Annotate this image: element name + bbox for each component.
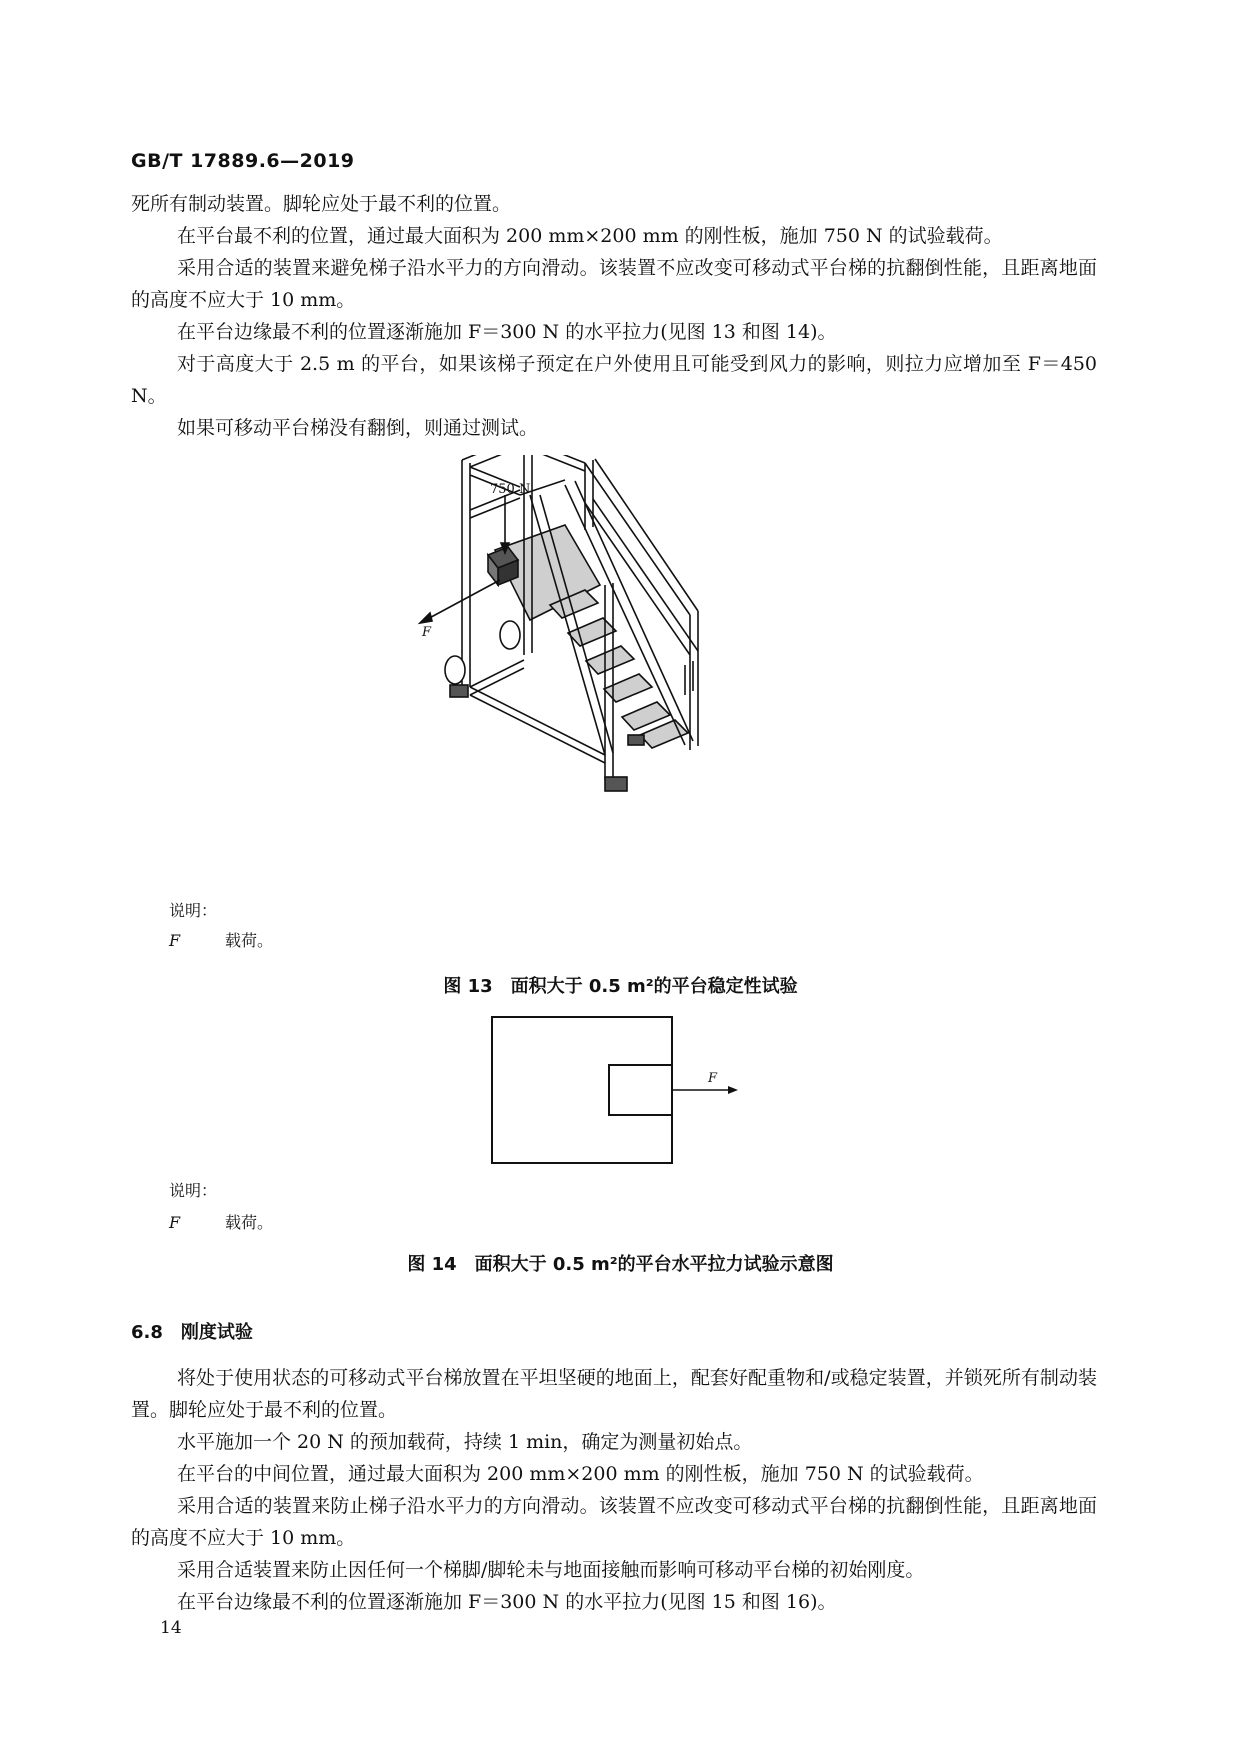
paragraph: 在平台边缘最不利的位置逐渐施加 F＝300 N 的水平拉力(见图 13 和图 14)。 bbox=[177, 321, 837, 343]
force-label: F bbox=[422, 625, 432, 640]
paragraph: 采用合适的装置来防止梯子沿水平力的方向滑动。该装置不应改变可移动式平台梯的抗翻倒性能，且距离地面的高度不应大于 10 mm。 bbox=[131, 1495, 1097, 1549]
standard-code: GB/T 17889.6—2019 bbox=[131, 150, 355, 172]
paragraph-continued: 死所有制动装置。脚轮应处于最不利的位置。 bbox=[131, 193, 512, 215]
legend-symbol: F bbox=[169, 1213, 181, 1232]
platform-outline bbox=[492, 1017, 672, 1163]
paragraph: 对于高度大于 2.5 m 的平台，如果该梯子预定在户外使用且可能受到风力的影响，则拉力应增加至 F＝450 N。 bbox=[131, 353, 1097, 407]
paragraph: 水平施加一个 20 N 的预加载荷，持续 1 min，确定为测量初始点。 bbox=[177, 1431, 753, 1453]
paragraph: 在平台最不利的位置，通过最大面积为 200 mm×200 mm 的刚性板，施加 750 N 的试验载荷。 bbox=[177, 225, 1003, 247]
figure-14-legend-title: 说明： bbox=[169, 1181, 218, 1200]
figure-13-platform-ladder-drawing bbox=[400, 455, 820, 815]
paragraph: 如果可移动平台梯没有翻倒，则通过测试。 bbox=[177, 417, 539, 439]
figure-14-top-view-drawing bbox=[490, 1015, 750, 1165]
load-plate-outline bbox=[609, 1065, 672, 1115]
figure-14-legend-row bbox=[169, 1210, 273, 1233]
legend-symbol: F bbox=[169, 931, 181, 950]
figure-13-caption: 图 13 面积大于 0.5 m²的平台稳定性试验 bbox=[443, 976, 798, 997]
paragraph: 将处于使用状态的可移动式平台梯放置在平坦坚硬的地面上，配套好配重物和/或稳定装置，并锁死所有制动装置。脚轮应处于最不利的位置。 bbox=[131, 1367, 1097, 1421]
figure-14-caption: 图 14 面积大于 0.5 m²的平台水平拉力试验示意图 bbox=[407, 1254, 834, 1275]
page-number: 14 bbox=[160, 1618, 182, 1638]
legend-description: 载荷。 bbox=[225, 931, 274, 950]
force-label: F bbox=[708, 1071, 718, 1086]
paragraph: 在平台的中间位置，通过最大面积为 200 mm×200 mm 的刚性板，施加 750 N 的试验载荷。 bbox=[177, 1463, 984, 1485]
paragraph: 采用合适装置来防止因任何一个梯脚/脚轮未与地面接触而影响可移动平台梯的初始刚度。 bbox=[177, 1559, 925, 1581]
paragraph: 采用合适的装置来避免梯子沿水平力的方向滑动。该装置不应改变可移动式平台梯的抗翻倒性能，且距离地面的高度不应大于 10 mm。 bbox=[131, 257, 1097, 311]
figure-13-legend-row bbox=[169, 928, 273, 951]
paragraph: 在平台边缘最不利的位置逐渐施加 F＝300 N 的水平拉力(见图 15 和图 16)。 bbox=[177, 1591, 837, 1613]
load-label: 750 N bbox=[490, 482, 531, 497]
section-heading: 6.8 刚度试验 bbox=[131, 1322, 253, 1343]
figure-13-legend-title: 说明： bbox=[169, 901, 218, 920]
legend-description: 载荷。 bbox=[225, 1213, 274, 1232]
